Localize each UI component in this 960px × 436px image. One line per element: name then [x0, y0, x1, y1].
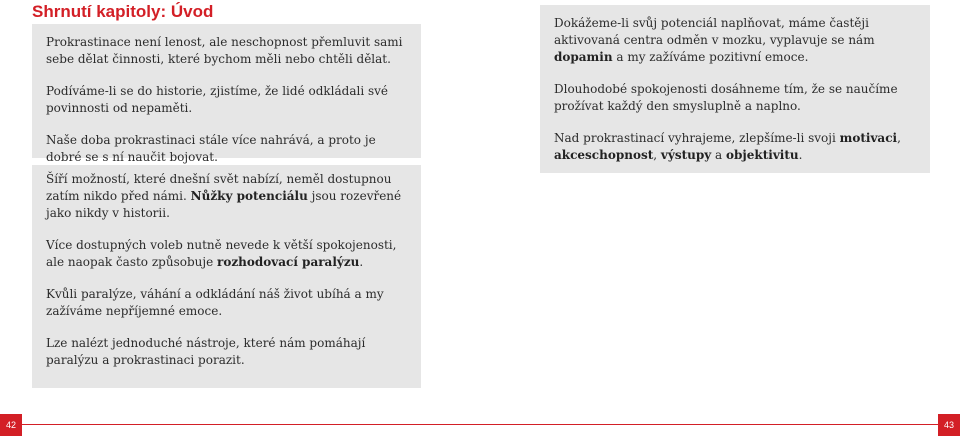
- paragraph-text: Kvůli paralýze, váhání a odkládání náš život ubíhá a my zažíváme nepříjemné emoce.: [46, 287, 384, 318]
- summary-paragraph: [554, 15, 916, 66]
- emphasis-text: motivaci: [839, 131, 898, 145]
- paragraph-text: Nad prokrastinací vyhrajeme, zlepšíme-li svoji: [554, 131, 840, 145]
- paragraph-text: ,: [897, 131, 901, 145]
- summary-paragraph: [554, 81, 916, 115]
- emphasis-text: objektivitu: [726, 148, 799, 162]
- paragraph-text: a my zažíváme pozitivní emoce.: [612, 50, 809, 64]
- paragraph-text: .: [798, 148, 803, 162]
- paragraph-text: Podíváme-li se do historie, zjistíme, že lidé odkládali své povinnosti od nepaměti.: [46, 84, 389, 115]
- right-column: [540, 5, 930, 173]
- paragraph-text: Šíří možností, které dnešní svět nabízí, neměl dostupnou zatím nikdo před námi.: [46, 172, 392, 203]
- paragraph-text: Naše doba prokrastinaci stále více nahrává, a proto je dobré se s ní naučit bojovat.: [46, 133, 376, 164]
- summary-paragraph: [46, 335, 407, 369]
- left-column: [32, 24, 421, 388]
- summary-box-1: [32, 24, 421, 164]
- summary-paragraph: [46, 237, 407, 271]
- summary-box-2: [32, 165, 421, 388]
- summary-paragraph: [554, 130, 916, 164]
- paragraph-text: Prokrastinace není lenost, ale neschopnost přemluvit sami sebe dělat činnosti, které bychom měli nebo chtěli dělat.: [46, 35, 403, 66]
- chapter-summary-heading: Shrnutí kapitoly: Úvod: [32, 2, 214, 21]
- paragraph-text: ,: [653, 148, 661, 162]
- footer-divider-left: [22, 424, 480, 425]
- paragraph-text: Dlouhodobé spokojenosti dosáhneme tím, že se naučíme prožívat každý den smysluplně a naplno.: [554, 82, 898, 113]
- emphasis-text: rozhodovací paralýzu: [217, 255, 360, 269]
- summary-paragraph: [46, 132, 407, 166]
- paragraph-text: Lze nalézt jednoduché nástroje, které nám pomáhají paralýzu a prokrastinaci porazit.: [46, 336, 366, 367]
- emphasis-text: výstupy: [660, 148, 712, 162]
- paragraph-text: jsou rozevřené jako nikdy v historii.: [46, 189, 402, 220]
- footer-divider-right: [480, 424, 938, 425]
- paragraph-text: a: [711, 148, 727, 162]
- summary-paragraph: [46, 83, 407, 117]
- paragraph-text: Více dostupných voleb nutně nevede k větší spokojenosti, ale naopak často způsobuje: [46, 238, 397, 269]
- emphasis-text: akceschopnost: [554, 148, 654, 162]
- emphasis-text: Nůžky potenciálu: [190, 189, 308, 203]
- summary-paragraph: [46, 286, 407, 320]
- paragraph-text: .: [359, 255, 364, 269]
- emphasis-text: dopamin: [554, 50, 613, 64]
- page-number-right: 43: [938, 414, 960, 436]
- summary-box-3: [540, 5, 930, 173]
- summary-paragraph: [46, 34, 407, 68]
- page-number-left: 42: [0, 414, 22, 436]
- summary-paragraph: [46, 171, 407, 222]
- paragraph-text: Dokážeme-li svůj potenciál naplňovat, máme častěji aktivovaná centra odměn v mozku, vyplavuje se nám: [554, 16, 875, 47]
